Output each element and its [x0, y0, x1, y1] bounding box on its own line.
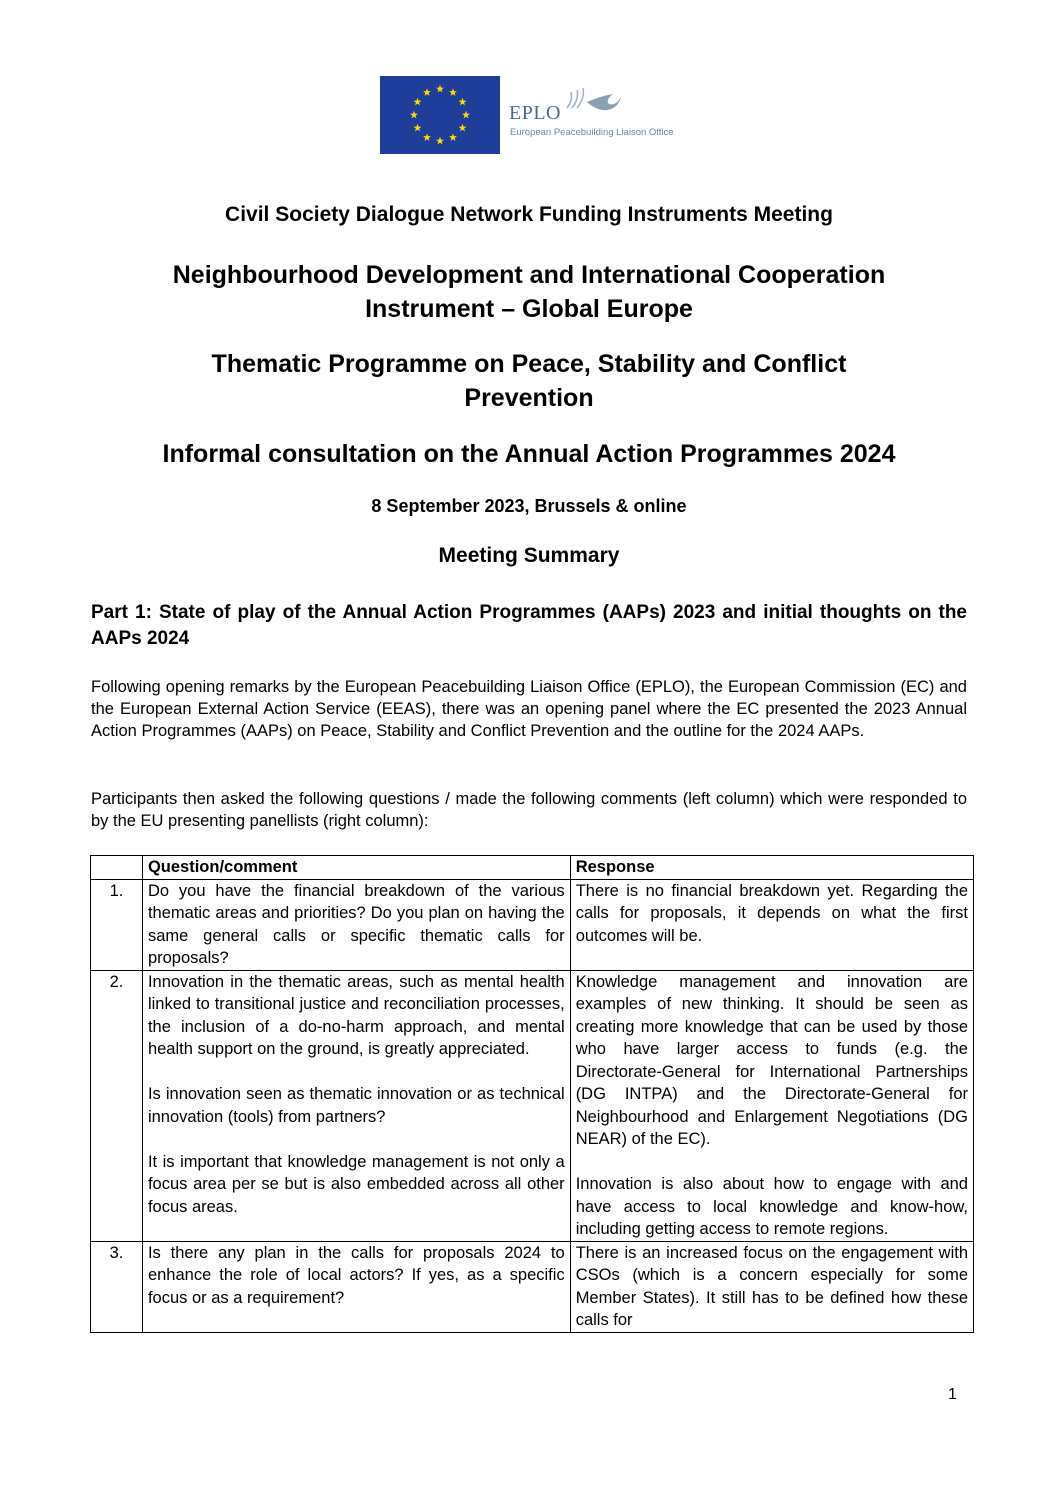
question-text: Is innovation seen as thematic innovation or as technical innovation (tools) from partners? [147, 1085, 565, 1126]
instrument-title-line2: Instrument – Global Europe [365, 295, 693, 323]
programme-title-line1: Thematic Programme on Peace, Stability and Conflict [211, 350, 847, 378]
part1-title: Part 1: State of play of the Annual Action Programmes (AAPs) 2023 and initial thoughts on the AAPs 2024 [91, 602, 967, 649]
question-cell [142, 970, 570, 1241]
table-header-row [91, 856, 974, 880]
table-row [91, 1241, 974, 1332]
response-cell [570, 1241, 973, 1332]
header-question: Question/comment [142, 856, 570, 880]
table-row [91, 970, 974, 1241]
consultation-title: Informal consultation on the Annual Action Programmes 2024 [162, 440, 896, 468]
row-number: 2. [91, 970, 143, 1241]
instrument-title-line1: Neighbourhood Development and International Cooperation [172, 261, 886, 289]
eplo-logo [505, 86, 675, 146]
programme-title-line2: Prevention [464, 384, 594, 412]
row-number: 3. [91, 1241, 143, 1332]
summary-heading: Meeting Summary [438, 544, 620, 567]
question-text: Is there any plan in the calls for proposals 2024 to enhance the role of local actors? If yes, as a specific focus or as a requirement? [147, 1243, 565, 1307]
question-cell [142, 1241, 570, 1332]
question-text: It is important that knowledge management is not only a focus area per se but is also embedded across all other focus areas. [147, 1152, 565, 1216]
meeting-title: Civil Society Dialogue Network Funding Instruments Meeting [225, 203, 833, 226]
header-number [91, 856, 143, 880]
response-text: Innovation is also about how to engage with and have access to local knowledge and know-how, including getting access to remote regions. [575, 1175, 968, 1238]
response-text: Knowledge management and innovation are examples of new thinking. It should be seen as creating more knowledge that can be used by those who have larger access to funds (e.g. the Directorate-General for International Partnerships (DG INTPA) and the Directorate-General for Neighbourhood and Enlargement Negotiations (DG NEAR) of the EC). [575, 972, 968, 1148]
programme-title [90, 347, 968, 415]
table-row [91, 879, 974, 970]
response-text: There is an increased focus on the engagement with CSOs (which is a concern especially for some Member States). It still has to be defined how these calls for [575, 1243, 968, 1329]
table-intro-paragraph: Participants then asked the following questions / made the following comments (left column) which were responded to by the EU presenting panellists (right column): [91, 790, 967, 830]
row-number: 1. [91, 879, 143, 970]
response-text: There is no financial breakdown yet. Regarding the calls for proposals, it depends on what the first outcomes will be. [575, 881, 968, 945]
response-cell [570, 879, 973, 970]
eu-flag-logo [380, 76, 500, 154]
question-text: Do you have the financial breakdown of the various thematic areas and priorities? Do you plan on having the same general calls or specific thematic calls for proposals? [147, 881, 565, 967]
intro-paragraph: Following opening remarks by the European Peacebuilding Liaison Office (EPLO), the European Commission (EC) and the European External Action Service (EEAS), there was an opening panel where the EC presented the 2023 Annual Action Programmes (AAPs) on Peace, Stability and Conflict Prevention and the outline for the 2024 AAPs. [91, 678, 967, 740]
response-cell [570, 970, 973, 1241]
qa-table [90, 855, 974, 1333]
header-response: Response [570, 856, 973, 880]
eu-stars-icon [380, 76, 500, 154]
question-text: Innovation in the thematic areas, such as mental health linked to transitional justice and reconciliation processes, the inclusion of a do-no-harm approach, and mental health support on the ground, is greatly appreciated. [147, 972, 565, 1058]
question-cell [142, 879, 570, 970]
eplo-wordmark: EPLO [509, 102, 561, 124]
page-number: 1 [948, 1386, 957, 1403]
eplo-subtitle: European Peacebuilding Liaison Office [510, 127, 674, 138]
meeting-date: 8 September 2023, Brussels & online [371, 496, 687, 516]
instrument-title [90, 258, 968, 326]
